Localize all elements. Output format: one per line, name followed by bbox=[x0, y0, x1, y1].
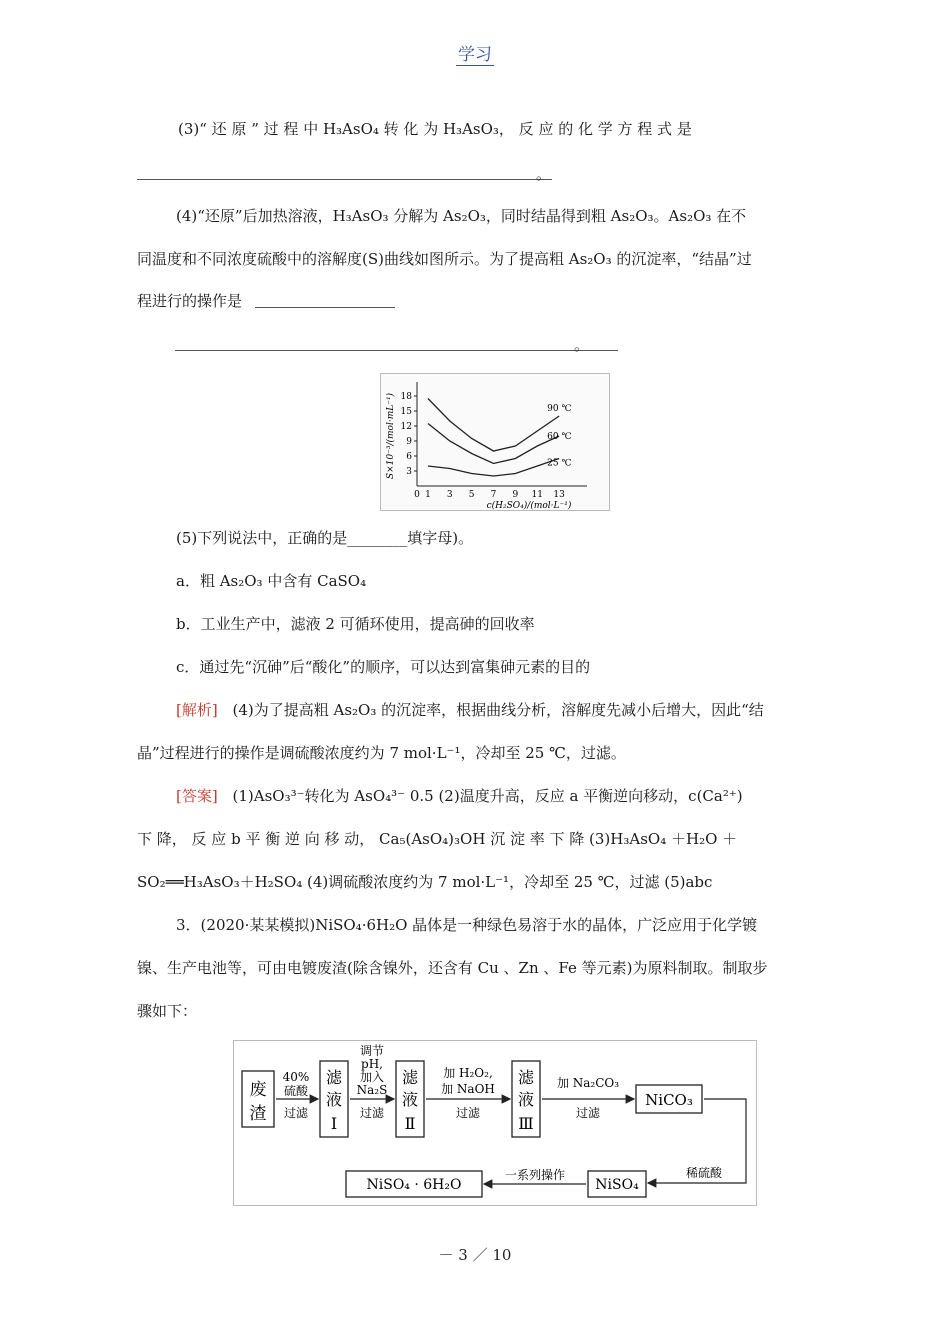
x-tick-label: 9 bbox=[512, 490, 519, 500]
box-nico3-label: NiCO₃ bbox=[645, 1091, 693, 1109]
q4-line3: 程进行的操作是 bbox=[137, 292, 243, 310]
q4-line2: 同温度和不同浓度硫酸中的溶解度(S)曲线如图所示。为了提高粗 As₂O₃ 的沉淀率，“结晶”过 bbox=[137, 250, 752, 268]
arrow2-label-1: 调节 bbox=[359, 1044, 385, 1058]
q-next-line3: 骤如下： bbox=[137, 1002, 198, 1020]
header-title[interactable]: 学习 bbox=[458, 45, 492, 65]
answer-line3: SO₂══H₃AsO₃＋H₂SO₄ (4)调硫酸浓度约为 7 mol·L⁻¹，冷却至 25 ℃，过滤 (5)abc bbox=[137, 873, 713, 891]
arrow4-label-bottom: 过滤 bbox=[575, 1106, 601, 1120]
answer-line1 bbox=[176, 785, 743, 806]
box-waste-label-top: 废 bbox=[249, 1080, 267, 1100]
page-header bbox=[0, 40, 950, 65]
arrow2-label-2: pH, bbox=[361, 1057, 383, 1071]
answer-line2: 下 降， 反 应 b 平 衡 逆 向 移 动， Ca₅(AsO₄)₃OH 沉 淀 率 下 降 (3)H₃AsO₄ ＋H₂O ＋ bbox=[137, 830, 738, 848]
q5-option-c: c．通过先“沉砷”后“酸化”的顺序，可以达到富集砷元素的目的 bbox=[176, 658, 591, 676]
arrow1-label-top2: 硫酸 bbox=[283, 1084, 309, 1098]
arrow4-label-top: 加 Na₂CO₃ bbox=[556, 1076, 620, 1090]
page-number: － 3 ／ 10 bbox=[438, 1246, 512, 1264]
solubility-chart bbox=[380, 373, 610, 511]
q4-answer-blank-2 bbox=[175, 350, 618, 351]
q4-line1: (4)“还原”后加热溶液，H₃AsO₃ 分解为 As₂O₃，同时结晶得到粗 As₂O₃。As₂O₃ 在不 bbox=[176, 207, 747, 225]
svg-text:Ⅱ: Ⅱ bbox=[404, 1114, 416, 1133]
svg-text:液: 液 bbox=[517, 1090, 535, 1109]
arrow6-label: 一系列操作 bbox=[504, 1168, 566, 1182]
y-tick-label: 6 bbox=[406, 452, 412, 462]
q-next-line1: 3．(2020·某某模拟)NiSO₄·6H₂O 晶体是一种绿色易溶于水的晶体，广泛应用于化学镀 bbox=[176, 916, 758, 934]
q3-line1: (3)“ 还 原 ” 过 程 中 H₃AsO₄ 转 化 为 H₃AsO₃， 反 应 的 化 学 方 程 式 是 bbox=[178, 120, 692, 138]
svg-text:液: 液 bbox=[325, 1090, 343, 1109]
answer-text-1: (1)AsO₃³⁻转化为 AsO₄³⁻ 0.5 (2)温度升高，反应 a 平衡逆向移动，c(Ca²⁺) bbox=[232, 787, 743, 805]
arrow2-label-3: 加入 bbox=[359, 1070, 385, 1084]
analysis-tag: [解析] bbox=[176, 701, 218, 719]
box-waste-label-bottom: 渣 bbox=[249, 1104, 267, 1124]
x-tick-label: 1 bbox=[425, 490, 431, 500]
y-tick-label: 3 bbox=[406, 467, 412, 477]
box-niso4-label: NiSO₄ bbox=[595, 1177, 639, 1193]
y-tick-label: 9 bbox=[406, 437, 412, 447]
q5-option-b: b．工业生产中，滤液 2 可循环使用，提高砷的回收率 bbox=[176, 615, 535, 633]
q-next-line2: 镍、生产电池等，可由电镀废渣(除含镍外，还含有 Cu 、Zn 、Fe 等元素)为原料制取。制取步 bbox=[137, 959, 768, 977]
process-flow-diagram bbox=[233, 1040, 757, 1206]
process-flow-svg bbox=[234, 1041, 756, 1205]
y-axis-label: S×10⁻³/(mol·mL⁻¹) bbox=[386, 392, 396, 480]
series-label: 90 ℃ bbox=[547, 404, 572, 414]
x-tick-label: 3 bbox=[446, 490, 453, 500]
arrow3-label-1: 加 H₂O₂, bbox=[443, 1066, 493, 1080]
x-tick-label: 7 bbox=[490, 490, 497, 500]
svg-text:滤: 滤 bbox=[325, 1068, 343, 1087]
q3-answer-blank bbox=[137, 179, 552, 180]
analysis-line1 bbox=[176, 699, 764, 720]
answer-tag: [答案] bbox=[176, 787, 218, 805]
series-label: 25 ℃ bbox=[547, 458, 572, 469]
svg-text:Ⅰ: Ⅰ bbox=[330, 1114, 338, 1133]
arrow3-label-2: 加 NaOH bbox=[441, 1082, 495, 1096]
arrow5-label: 稀硫酸 bbox=[685, 1166, 723, 1180]
arrow1-label-bottom: 过滤 bbox=[283, 1106, 309, 1120]
x-tick-label: 0 bbox=[414, 490, 420, 500]
q3-blank-end: 。 bbox=[536, 165, 552, 183]
arrow2-label-bottom: 过滤 bbox=[359, 1106, 385, 1120]
x-axis-label: c(H₂SO₄)/(mol·L⁻¹) bbox=[486, 501, 572, 510]
svg-text:Ⅲ: Ⅲ bbox=[518, 1114, 534, 1133]
x-tick-label: 13 bbox=[553, 490, 565, 500]
svg-text:滤: 滤 bbox=[517, 1068, 535, 1087]
arrow1-label-top1: 40% bbox=[282, 1070, 310, 1084]
x-tick-label: 11 bbox=[531, 490, 543, 500]
analysis-line2: 晶”过程进行的操作是调硫酸浓度约为 7 mol·L⁻¹，冷却至 25 ℃，过滤。 bbox=[137, 744, 626, 762]
solubility-chart-svg bbox=[381, 374, 609, 510]
q5-option-a: a．粗 As₂O₃ 中含有 CaSO₄ bbox=[176, 572, 367, 590]
series-line bbox=[428, 399, 559, 452]
arrow2-label-4: Na₂S bbox=[356, 1083, 388, 1097]
svg-text:液: 液 bbox=[401, 1090, 419, 1109]
q4-blank-end: 。 bbox=[574, 336, 590, 354]
analysis-text-1: (4)为了提高粗 As₂O₃ 的沉淀率，根据曲线分析，溶解度先减小后增大，因此“结 bbox=[232, 701, 764, 719]
y-tick-label: 18 bbox=[400, 392, 412, 402]
series-label: 60 ℃ bbox=[547, 432, 572, 442]
q4-answer-blank-1 bbox=[255, 307, 395, 308]
series-line bbox=[428, 459, 559, 477]
x-tick-label: 5 bbox=[468, 490, 475, 500]
svg-text:滤: 滤 bbox=[401, 1068, 419, 1087]
y-tick-label: 12 bbox=[400, 422, 412, 432]
y-tick-label: 15 bbox=[400, 407, 412, 417]
arrow3-label-bottom: 过滤 bbox=[455, 1106, 481, 1120]
q5-stem: (5)下列说法中，正确的是________填字母)。 bbox=[176, 529, 474, 547]
box-product-label: NiSO₄ · 6H₂O bbox=[366, 1177, 462, 1193]
